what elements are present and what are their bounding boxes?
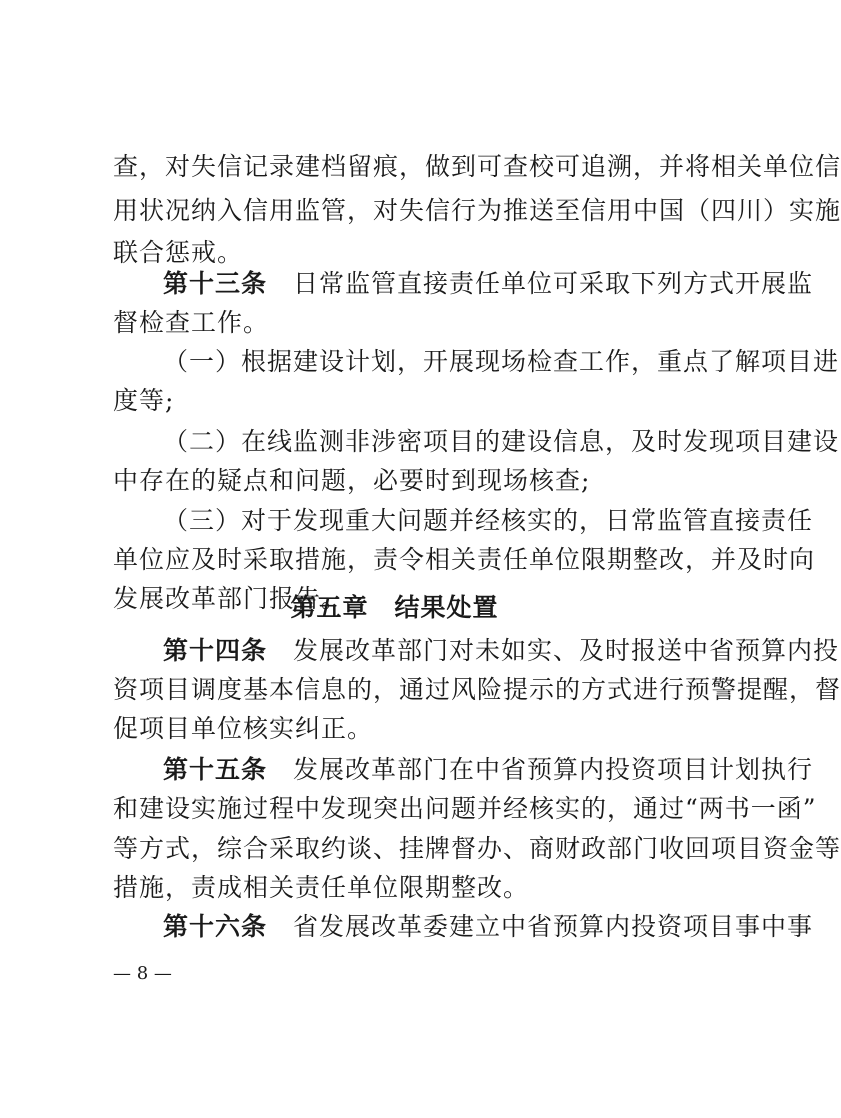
article-16 [163,912,814,942]
text-line: 查，对失信记录建档留痕，做到可查校可追溯，并将相关单位信 [113,152,841,181]
text-line: 发展改革部门报告。 [113,584,348,613]
chapter-title: 第五章 结果处置 [290,593,499,622]
article-13 [163,269,814,299]
article-text: 省发展改革委建立中省预算内投资项目事中事 [293,912,814,941]
text-line: 促项目单位核实纠正。 [113,714,374,743]
text-line: 中存在的疑点和问题，必要时到现场核查; [113,466,591,495]
article-number: 第十四条 [163,636,268,665]
article-text: 发展改革部门在中省预算内投资项目计划执行 [293,755,814,784]
article-number: 第十五条 [163,755,268,784]
article-15 [163,755,814,785]
text-line: 等方式，综合采取约谈、挂牌督办、商财政部门收回项目资金等 [113,834,841,863]
text-line: 联合惩戒。 [113,238,244,267]
text-line: 督检查工作。 [113,308,270,337]
text-line: 用状况纳入信用监管，对失信行为推送至信用中国（四川）实施 [113,196,841,225]
text-line: 度等; [113,386,175,415]
text-line: （二）在线监测非涉密项目的建设信息，及时发现项目建设 [163,427,840,456]
text-line: 和建设实施过程中发现突出问题并经核实的，通过“两书一函” [113,794,817,823]
article-number: 第十六条 [163,912,268,941]
page-number: — 8 — [113,963,172,984]
article-number: 第十三条 [163,269,268,298]
text-line: 单位应及时采取措施，责令相关责任单位限期整改，并及时向 [113,545,816,574]
text-line: （一）根据建设计划，开展现场检查工作，重点了解项目进 [163,347,840,376]
article-text: 发展改革部门对未如实、及时报送中省预算内投 [293,636,840,665]
text-line: 资项目调度基本信息的，通过风险提示的方式进行预警提醒，督 [113,675,841,704]
article-14 [163,636,840,666]
text-line: 措施，责成相关责任单位限期整改。 [113,873,530,902]
text-line: （三）对于发现重大问题并经核实的，日常监管直接责任 [163,506,814,535]
article-text: 日常监管直接责任单位可采取下列方式开展监 [293,269,814,298]
